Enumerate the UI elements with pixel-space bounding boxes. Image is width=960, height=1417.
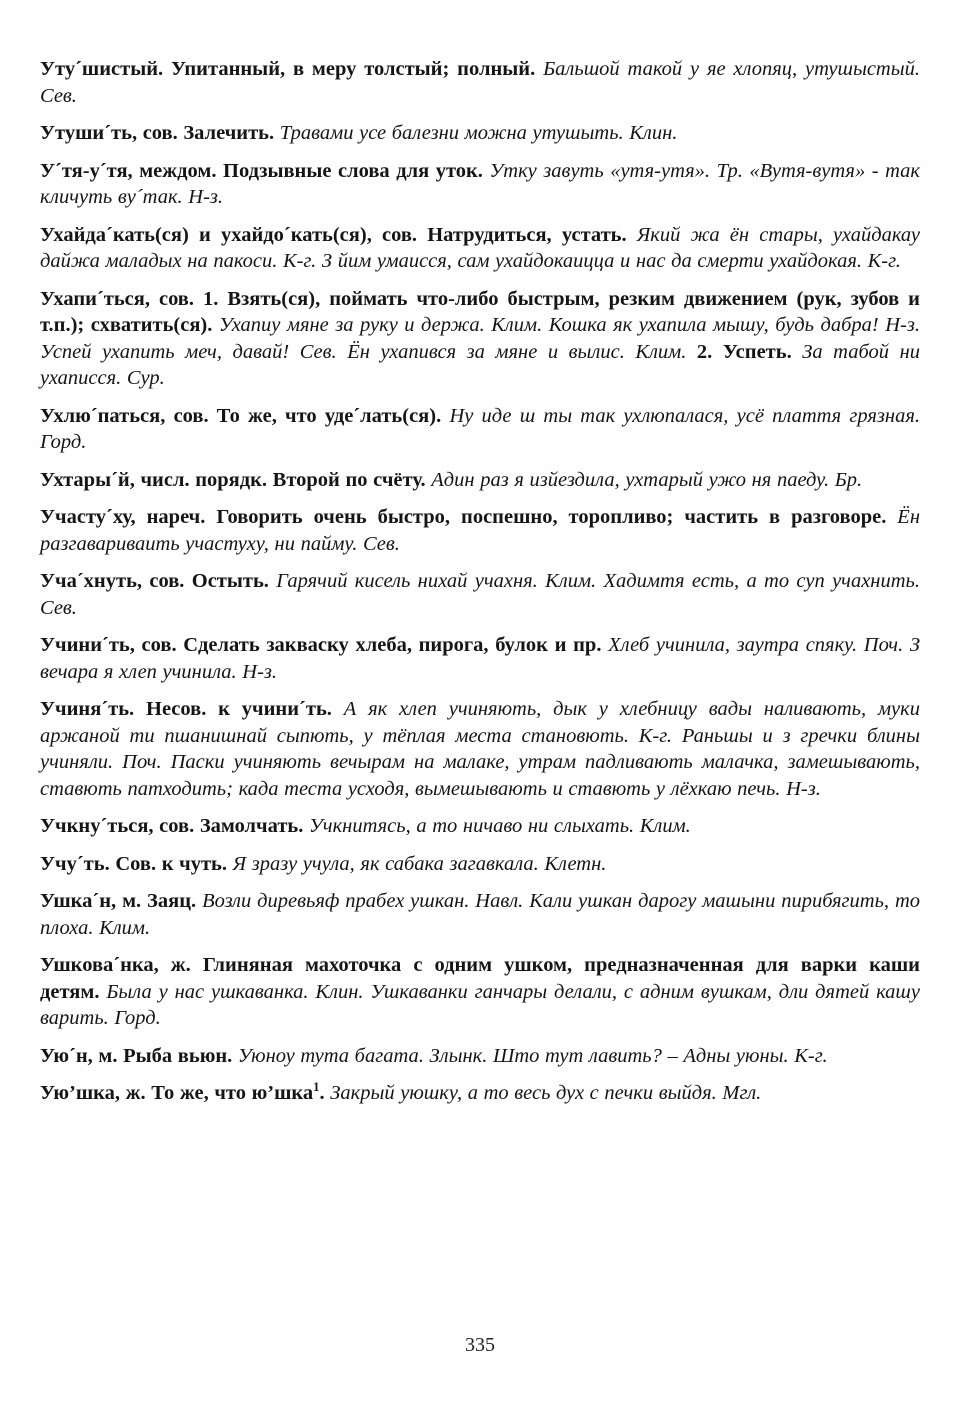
entry-segment-bold: Ушкова´нка, ж. Глиняная махоточка с одним ушком, предназначенная для варки каши детям. (40, 954, 920, 1003)
entry-segment-italic: Хлеб учинила, заутра спяку. Поч. З вечара я хлеп учинила. Н-з. (40, 634, 920, 683)
entry-segment-bold: Уча´хнуть, сов. Остыть. (40, 570, 277, 592)
dictionary-entry (40, 851, 920, 878)
dictionary-entry (40, 696, 920, 802)
entry-segment-italic: Бальшой такой у яе хлопяц, утушыстый. Сев. (40, 58, 920, 107)
entry-segment-bold: Учини´ть, сов. Сделать закваску хлеба, пирога, булок и пр. (40, 634, 609, 656)
dictionary-entry (40, 504, 920, 557)
dictionary-entry (40, 813, 920, 840)
entry-segment-bold: Ухапи´ться, сов. 1. Взять(ся), поймать что-либо быстрым, резким движением (рук, зубов и т.п.); схватить(ся). (40, 287, 920, 336)
dictionary-entry (40, 158, 920, 211)
entry-segment-italic: Возли диревьяф прабех ушкан. Навл. Кали ушкан дарогу машыни пирибягить, то плоха. Клим. (40, 890, 920, 939)
entry-segment-italic: Закрый уюшку, а то весь дух с печки выйдя. Мгл. (330, 1082, 762, 1104)
entry-segment-bold: Ую’шка, ж. То же, что ю’шка (40, 1082, 314, 1104)
entry-segment-italic: Гарячий кисель нихай учахня. Клим. Хадимтя есть, а то суп учахнить. Сев. (40, 570, 920, 619)
entry-segment-italic: Адин раз я изйездила, ухтарый ужо ня паеду. Бр. (431, 468, 863, 491)
entry-segment-italic: Утку завуть «утя-утя». Тр. «Вутя-вутя» - так кличуть ву´так. Н-з. (40, 159, 920, 208)
entry-segment-italic: Травами усе балезни можна утушыть. Клин. (279, 122, 678, 144)
dictionary-entry (40, 222, 920, 275)
entry-segment-italic: Была у нас ушкаванка. Клин. Ушкаванки ганчары делали, с адним вушкам, дли дятей кашу варить. Горд. (40, 980, 920, 1029)
entry-segment-italic: Уюноу тута багата. Злынк. Што тут лавить? – Адны уюны. К-г. (237, 1044, 828, 1067)
entry-segment-italic: Який жа ён стары, ухайдакау дайжа маладых на пакоси. К-г. З йим умаисся, сам ухайдокаицца и нас да смерти ухайдокая. К-г. (40, 223, 920, 272)
entry-segment-italic: За табой ни ухаписся. Сур. (40, 340, 920, 389)
page-number: 335 (465, 1334, 495, 1356)
entry-segment-italic: Ухапиу мяне за руку и держа. Клим. Кошка як ухапила мышу, будь дабра! Н-з. Успей ухапить меч, давай! Сев. Ён ухапився за мяне и вылис. Клим. (40, 314, 920, 363)
entry-segment-italic: Ён разгавариваить участуху, ни пайму. Сев. (40, 506, 920, 555)
entry-segment-bold: Учиня´ть. Несов. к учини´ть. (40, 698, 344, 720)
entry-segment-bold: Ухтары´й, числ. порядк. Второй по счёту. (40, 468, 432, 491)
entry-segment-bold-sup: 1 (313, 1080, 320, 1095)
dictionary-entry (40, 403, 920, 456)
dictionary-entry (40, 120, 920, 147)
dictionary-entry (40, 467, 920, 494)
entry-segment-bold: Учкну´ться, сов. Замолчать. (40, 815, 310, 837)
entry-segment-bold: . (319, 1082, 331, 1104)
entry-segment-bold: Ую´н, м. Рыба вьюн. (40, 1044, 238, 1067)
entry-segment-bold: Ухлю´паться, сов. То же, что уде´лать(ся). (40, 404, 450, 427)
entry-segment-bold: Ушка´н, м. Заяц. (40, 890, 203, 912)
dictionary-entry (40, 568, 920, 621)
entry-segment-italic: Ну иде ш ты так ухлюпалася, усё плаття грязная. Горд. (40, 404, 920, 453)
dictionary-entry (40, 952, 920, 1032)
entry-segment-bold: Участу´ху, нареч. Говорить очень быстро, поспешно, торопливо; частить в разговоре. (40, 506, 898, 528)
dictionary-entry (40, 632, 920, 685)
entry-segment-italic: Учкнитясь, а то ничаво ни слыхать. Клим. (309, 815, 691, 837)
entry-segment-bold: У´тя-у´тя, междом. Подзывные слова для уток. (40, 159, 490, 182)
entry-segment-italic: А як хлеп учиняють, дык у хлебницу вады наливають, муки аржаной ти пшанишнай сыпють, у тёплая места становють. К-г. Раньшы и з гречки блины учиняли. Поч. Паски учиняють вечырам на малаке, утрам падливають малачка, замешывають, ставють патходить; када теста усходя, вымешывають и ставють у лёхкаю печь. Н-з. (40, 698, 920, 800)
entry-segment-bold: Ухайда´кать(ся) и ухайдо´кать(ся), сов. Натрудиться, устать. (40, 223, 637, 246)
entry-segment-bold: Уту´шистый. Упитанный, в меру толстый; полный. (40, 58, 544, 80)
entry-segment-bold: 2. Успеть. (696, 340, 803, 363)
entries-container (40, 56, 920, 1107)
dictionary-entry (40, 56, 920, 109)
dictionary-entry (40, 1080, 920, 1107)
entry-segment-bold: Утуши´ть, сов. Залечить. (40, 122, 280, 144)
dictionary-entry (40, 888, 920, 941)
entry-segment-italic: Я зразу учула, як сабака загавкала. Клетн. (232, 852, 607, 875)
dictionary-entry (40, 286, 920, 392)
dictionary-entry (40, 1043, 920, 1070)
entry-segment-bold: Учу´ть. Сов. к чуть. (40, 852, 233, 875)
